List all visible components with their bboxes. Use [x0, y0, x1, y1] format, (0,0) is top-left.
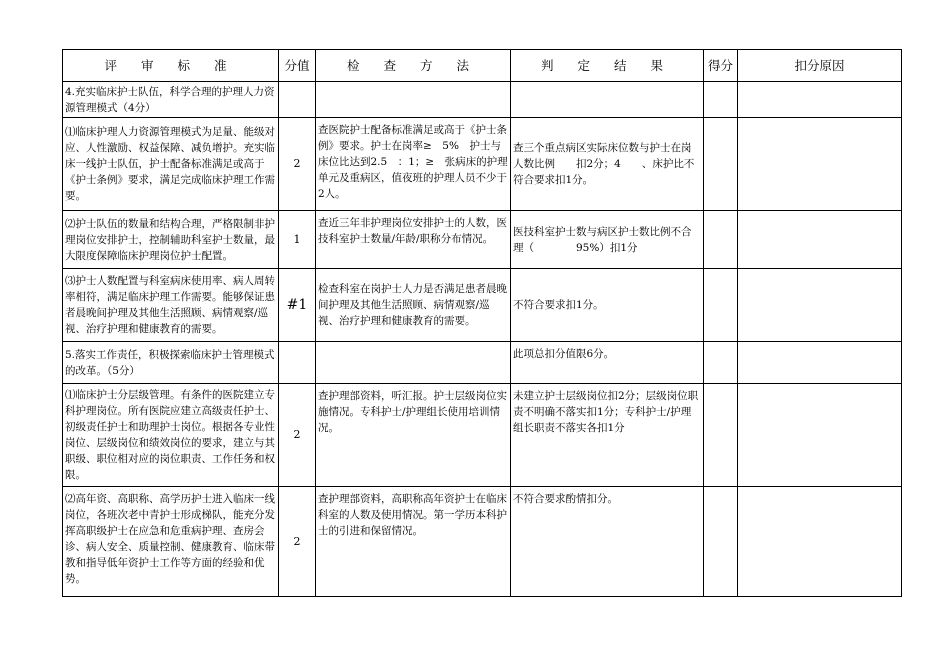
result-cell: 医技科室护士数与病区护士数比例不合理（ 95%）扣1分: [511, 211, 704, 269]
criteria-cell: ⑵护士队伍的数量和结构合理，严格限制非护理岗位安排护士，控制辅助科室护士数量，最大限度保障临床护理岗位护士配置。: [63, 211, 279, 269]
header-reason: 扣分原因: [738, 50, 902, 82]
score-cell: 2: [279, 487, 316, 597]
method-cell: 检查科室在岗护士人力是否满足患者晨晚间护理及其他生活照顾、病情观察/巡视、治疗护理和健康教育的需要。: [316, 269, 511, 342]
table-row: [63, 211, 902, 269]
points-cell[interactable]: [704, 384, 738, 487]
reason-cell[interactable]: [738, 82, 902, 118]
score-cell: 2: [279, 118, 316, 211]
header-result: 判 定 结 果: [511, 50, 704, 82]
points-cell[interactable]: [704, 118, 738, 211]
table-row: [63, 342, 902, 384]
header-score: 分值: [279, 50, 316, 82]
reason-cell[interactable]: [738, 342, 902, 384]
method-cell: 查近三年非护理岗位安排护士的人数，医技科室护士数量/年龄/职称分布情况。: [316, 211, 511, 269]
criteria-cell: ⑴临床护士分层级管理。有条件的医院建立专科护理岗位。所有医院应建立高级责任护士、初级责任护士和助理护士岗位。根据各专业性岗位、层级岗位和绩效岗位的要求，建立与其职级、职位相对应的岗位职责、工作任务和权限。: [63, 384, 279, 487]
method-cell: [316, 82, 511, 118]
reason-cell[interactable]: [738, 487, 902, 597]
method-cell: [316, 342, 511, 384]
points-cell[interactable]: [704, 342, 738, 384]
table-row: [63, 384, 902, 487]
reason-cell[interactable]: [738, 384, 902, 487]
table-row: [63, 269, 902, 342]
score-cell: [279, 82, 316, 118]
header-points: 得分: [704, 50, 738, 82]
header-row: [63, 50, 902, 82]
method-cell: 查医院护士配备标准满足或高于《护士条例》要求。护士在岗率≥ 5% 护士与床位比达到2.5 ：1；≥ 张病床的护理单元及重病区，值夜班的护理人员不少于2人。: [316, 118, 511, 211]
criteria-cell: 5.落实工作责任，积极探索临床护士管理模式的改革。（5分）: [63, 342, 279, 384]
reason-cell[interactable]: [738, 269, 902, 342]
criteria-cell: ⑴临床护理人力资源管理模式为足量、能级对应、人性激励、权益保障、减负增护。充实临床一线护士队伍，护士配备标准满足或高于《护士条例》要求，满足完成临床护理工作需要。: [63, 118, 279, 211]
score-cell: #1: [279, 269, 316, 342]
result-cell: 不符合要求扣1分。: [511, 269, 704, 342]
reason-cell[interactable]: [738, 118, 902, 211]
points-cell[interactable]: [704, 82, 738, 118]
points-cell[interactable]: [704, 269, 738, 342]
score-cell: [279, 342, 316, 384]
result-cell: 查三个重点病区实际床位数与护士在岗人数比例 扣2分；4 、床护比不符合要求扣1分。: [511, 118, 704, 211]
method-cell: 查护理部资料，高职称高年资护士在临床科室的人数及使用情况。第一学历本科护士的引进和保留情况。: [316, 487, 511, 597]
table-row: [63, 118, 902, 211]
result-cell: 此项总扣分值限6分。: [511, 342, 704, 384]
points-cell[interactable]: [704, 211, 738, 269]
criteria-cell: ⑶护士人数配置与科室病床使用率、病人周转率相符，满足临床护理工作需要。能够保证患者晨晚间护理及其他生活照顾、病情观察/巡视、治疗护理和健康教育的需要。: [63, 269, 279, 342]
criteria-cell: ⑵高年资、高职称、高学历护士进入临床一线岗位，各班次老中青护士形成梯队，能充分发挥高职级护士在应急和危重病护理、查房会诊、病人安全、质量控制、健康教育、临床带教和指导低年资护士工作等方面的经验和优势。: [63, 487, 279, 597]
points-cell[interactable]: [704, 487, 738, 597]
score-cell: 1: [279, 211, 316, 269]
criteria-cell: 4.充实临床护士队伍，科学合理的护理人力资源管理模式（4分）: [63, 82, 279, 118]
table-row: [63, 487, 902, 597]
result-cell: 未建立护士层级岗位扣2分；层级岗位职责不明确不落实扣1分；专科护士/护理组长职责不落实各扣1分: [511, 384, 704, 487]
header-criteria: 评 审 标 准: [63, 50, 279, 82]
result-cell: 不符合要求酌情扣分。: [511, 487, 704, 597]
assessment-table: [62, 49, 902, 597]
score-cell: 2: [279, 384, 316, 487]
reason-cell[interactable]: [738, 211, 902, 269]
header-method: 检 查 方 法: [316, 50, 511, 82]
result-cell: [511, 82, 704, 118]
table-row: [63, 82, 902, 118]
method-cell: 查护理部资料，听汇报。护士层级岗位实施情况。专科护士/护理组长使用培训情况。: [316, 384, 511, 487]
